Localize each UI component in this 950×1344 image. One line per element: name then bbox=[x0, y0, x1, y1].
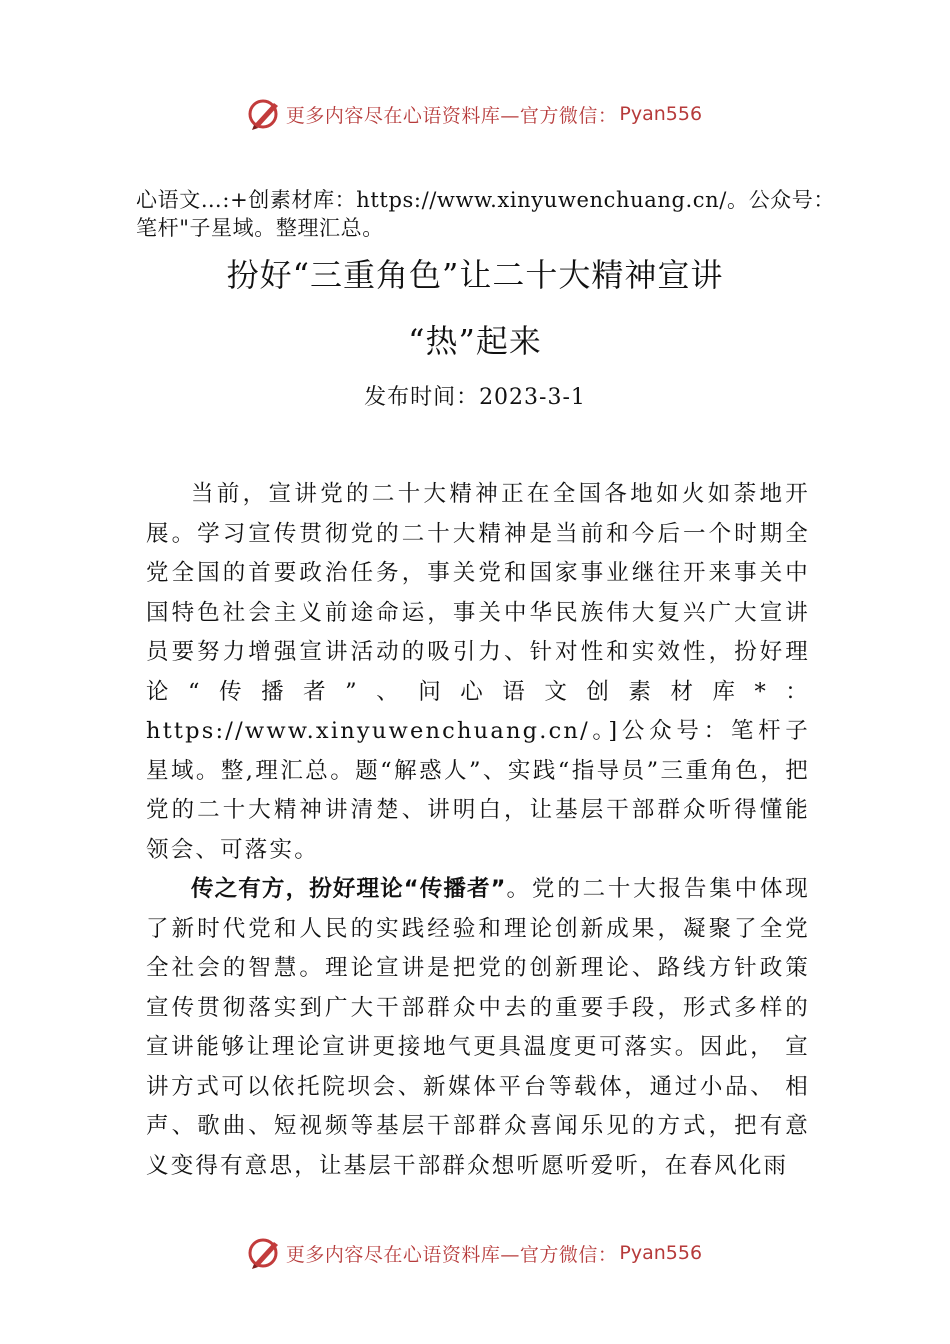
publish-date: 发布时间：2023-3-1 bbox=[364, 385, 586, 410]
footer-banner-text: 更多内容尽在心语资料库—官方微信： bbox=[285, 1243, 618, 1266]
footer-banner-wechat-id: Pyan556 bbox=[619, 1242, 703, 1264]
paragraph-2-body: 。党的二十大报告集中体现了新时代党和人民的实践经验和理论创新成果，凝聚了全党全社会的智慧。理论宣讲是把党的创新理论、路线方针政策宣传贯彻落实到广大干部群众中去的重要手段，形式多样的宣讲能够让理论宣讲更接地气更具温度更可落实。因此， 宣讲方式可以依托院坝会、新媒体平台等载体，通过小品、 相声、歌曲、短视频等基层干部群众喜闻乐见的方式，把有意义变得有意思，让基层干部群众想听愿听爱听，在春风化雨 bbox=[146, 876, 810, 1179]
article-body bbox=[146, 475, 810, 1186]
paragraph-1: 当前，宣讲党的二十大精神正在全国各地如火如荼地开展。学习宣传贯彻党的二十大精神是当前和今后一个时期全党全国的首要政治任务，事关党和国家事业继往开来事关中国特色社会主义前途命运，事关中华民族伟大复兴广大宣讲员要努力增强宣讲活动的吸引力、针对性和实效性，扮好理论“传播者”、问心语文创素材库*：https://www.xinyuwenchuang.cn/。]公众号：笔杆子星域。整,理汇总。题“解惑人”、实践“指导员”三重角色，把党的二十大精神讲清楚、讲明白，让基层干部群众听得懂能领会、可落实。 bbox=[146, 481, 810, 863]
article-title-line-1: 扮好“三重角色”让二十大精神宣讲 bbox=[226, 256, 724, 294]
pen-seal-logo-icon bbox=[248, 97, 282, 131]
header-banner bbox=[0, 94, 950, 134]
paragraph-2 bbox=[146, 870, 810, 1186]
paragraph-2-lead: 传之有方，扮好理论“传播者” bbox=[191, 876, 506, 902]
pen-seal-logo-icon bbox=[248, 1236, 282, 1270]
article-title-line-2: “热”起来 bbox=[408, 322, 542, 360]
banner-wechat-id: Pyan556 bbox=[619, 103, 703, 125]
banner-text: 更多内容尽在心语资料库—官方微信： bbox=[285, 104, 618, 127]
source-note: 心语文…:+创素材库：https://www.xinyuwenchuang.cn/。公众号：笔杆"子星域。整理汇总。 bbox=[136, 188, 835, 240]
footer-banner bbox=[0, 1233, 950, 1273]
